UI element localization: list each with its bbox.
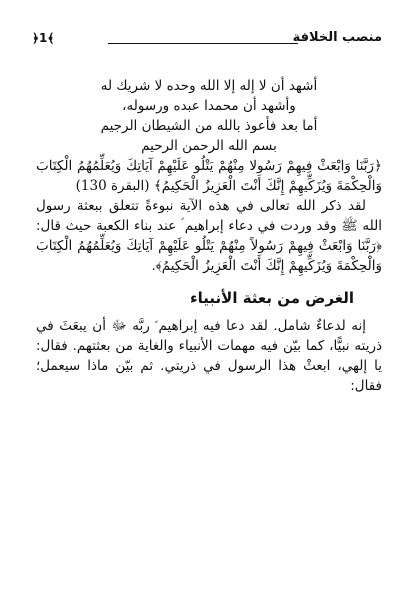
page-header [30, 30, 382, 50]
running-title: منصب الخلافة [292, 30, 382, 45]
basmala: بسم الله الرحمن الرحيم [141, 138, 277, 154]
quran-verse-paragraph: ﴿رَبَّنَا وَابْعَثْ فِيهِمْ رَسُولا مِنْهُمْ يَتْلُو عَلَيْهِمْ آيَاتِكَ وَيُعَلِّمُهُمُ الْكِتَابَ وَالْحِكْمَةَ وَيُزَكِّيهِمْ إِنَّكَ أَنْتَ الْعَزِيزُ الْحَكِيمُ﴾ (البقرة 130) [36, 158, 382, 194]
page-body [36, 76, 382, 396]
body-paragraph-1: لقد ذكر الله تعالى في هذه الآية نبوءةً تتعلق ببعثة رسول الله ﷺ وقد وردت في دعاء إبراهيم ؑ عند بناء الكعبة حيث قال: ﴿رَبَّنَا وَابْعَثْ فِيهِمْ رَسُولاً مِنْهُمْ يَتْلُو عَلَيْهِمْ آيَاتِكَ وَيُعَلِّمُهُمُ الْكِتَابَ وَالْحِكْمَةَ وَيُزَكِّيهِمْ إِنَّكَ أَنْتَ الْعَزِيزُ الْحَكِيمُ﴾. [36, 198, 382, 274]
section-heading: الغرض من بعثة الأنبياء [189, 289, 354, 307]
opening-line-1: أشهد أن لا إله إلا الله وحده لا شريك له [100, 78, 318, 94]
header-rule [108, 43, 298, 44]
opening-line-2: وأشهد أن محمدا عبده ورسوله، [122, 98, 296, 114]
body-paragraph-2: إنه لدعاءٌ شامل. لقد دعا فيه إبراهيم ؑ ربَّه ﷻ أن يبعَثَ في ذريته نبيًّا، كما بيّن فيه مهمات الأنبياء والغاية من بعثتهم. فقال: يا إلهي، ابعثْ هذا الرسول في ذريتي. ثم بيّن ماذا سيعمل؛ فقال: [36, 318, 382, 394]
page-number: ﴿1﴾ [32, 31, 55, 45]
opening-line-3: أما بعد فأعوذ بالله من الشيطان الرجيم [100, 118, 318, 134]
